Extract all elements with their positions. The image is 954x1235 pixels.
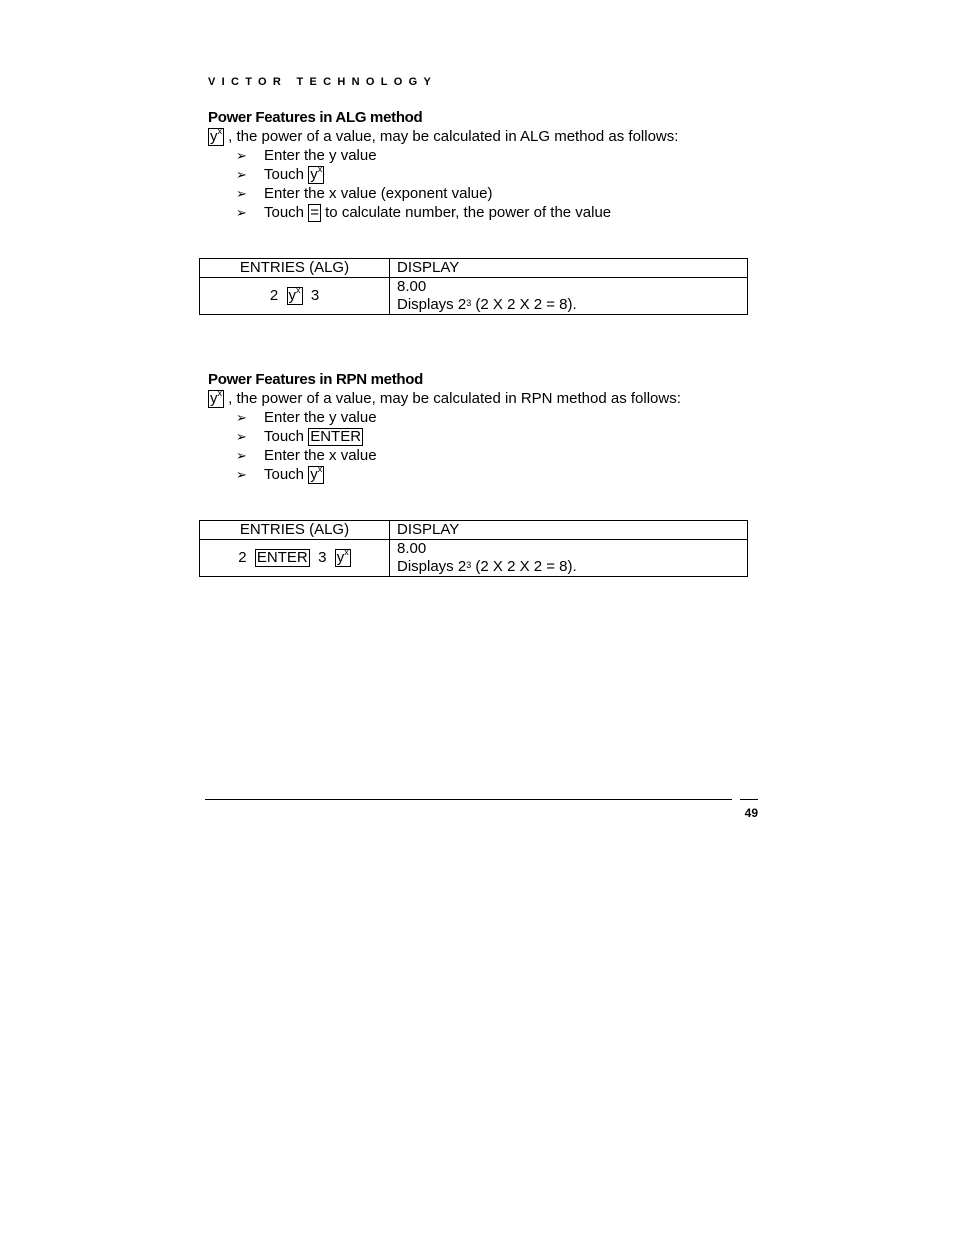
rpn-step-2-text: Touch ENTER: [264, 428, 362, 445]
alg-display-value: 8.00: [397, 278, 427, 295]
alg-intro-text: , the power of a value, may be calculated in ALG method as follows:: [228, 128, 679, 145]
alg-step-1: [236, 147, 377, 164]
rpn-example-table: [199, 520, 748, 577]
rpn-step-3: [236, 447, 377, 464]
yx-key: $y^x$: [310, 164, 323, 183]
rpn-table-display: [390, 540, 748, 577]
rpn-intro-text: , the power of a value, may be calculated in RPN method as follows:: [228, 390, 681, 407]
rpn-step-4-text: Touch $y^x$: [264, 464, 323, 483]
rpn-step-1: [236, 409, 377, 426]
rpn-step-3-text: Enter the x value: [264, 447, 377, 464]
rpn-table-entries: 2 ENTER 3 $y^x$: [200, 540, 390, 577]
alg-step-2: [236, 164, 323, 183]
alg-intro-yx-key: $y^x$: [210, 126, 222, 145]
rpn-table-col1-header: ENTRIES (ALG): [200, 521, 390, 540]
page-number: 49: [744, 806, 758, 820]
alg-table-display: [390, 278, 748, 315]
alg-step-3: [236, 185, 493, 202]
rpn-display-explanation: Displays $2^3$ (2 X 2 X 2 = 8).: [397, 558, 577, 575]
rpn-section-title: Power Features in RPN method: [208, 371, 423, 388]
rpn-table-col2-header: DISPLAY: [390, 521, 748, 540]
alg-example-table: [199, 258, 748, 315]
yx-key: $y^x$: [288, 285, 301, 304]
bullet-arrow-icon: ➢: [236, 410, 247, 425]
footer-page-rule: [740, 799, 758, 800]
enter-key: ENTER: [256, 549, 308, 566]
bullet-arrow-icon: ➢: [236, 429, 247, 444]
alg-step-3-text: Enter the x value (exponent value): [264, 185, 493, 202]
rpn-intro: [208, 390, 681, 408]
enter-key: ENTER: [310, 428, 362, 445]
alg-table-col2-header: DISPLAY: [390, 259, 748, 278]
rpn-display-value: 8.00: [397, 540, 427, 557]
footer-rule: [205, 799, 732, 800]
yx-key: $y^x$: [336, 547, 349, 566]
alg-step-1-text: Enter the y value: [264, 147, 377, 164]
alg-display-explanation: Displays $2^3$ (2 X 2 X 2 = 8).: [397, 296, 577, 313]
rpn-step-2: [236, 428, 362, 445]
alg-step-4-text: Touch = to calculate number, the power of the value: [264, 204, 612, 221]
bullet-arrow-icon: ➢: [236, 167, 247, 182]
yx-key: $y^x$: [310, 464, 323, 483]
bullet-arrow-icon: ➢: [236, 186, 247, 201]
bullet-arrow-icon: ➢: [236, 205, 247, 220]
equals-key: =: [310, 204, 319, 221]
alg-step-4: [236, 204, 612, 221]
alg-intro: [208, 128, 678, 146]
alg-table-col1-header: ENTRIES (ALG): [200, 259, 390, 278]
rpn-step-4: [236, 464, 323, 483]
bullet-arrow-icon: ➢: [236, 148, 247, 163]
running-header: VICTOR TECHNOLOGY: [208, 76, 438, 88]
rpn-step-1-text: Enter the y value: [264, 409, 377, 426]
bullet-arrow-icon: ➢: [236, 467, 247, 482]
alg-section-title: Power Features in ALG method: [208, 109, 423, 126]
rpn-intro-yx-key: $y^x$: [210, 388, 222, 407]
alg-table-entries: 2 $y^x$ 3: [200, 278, 390, 315]
bullet-arrow-icon: ➢: [236, 448, 247, 463]
alg-step-2-text: Touch $y^x$: [264, 164, 323, 183]
